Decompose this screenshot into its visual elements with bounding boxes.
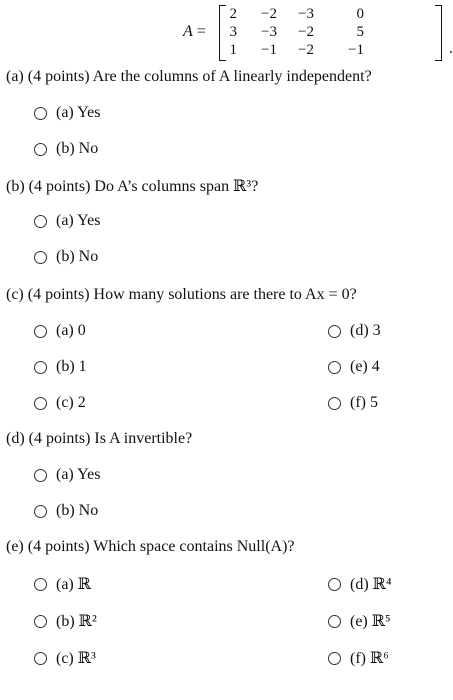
radio-circle-icon[interactable] [34,397,47,410]
matrix-cell: −2 [298,42,314,58]
option-q-c-b[interactable] [34,358,87,376]
radio-circle-icon[interactable] [328,578,341,591]
option-q-a-no[interactable] [34,140,98,158]
option-label: (c) 2 [56,394,86,411]
matrix-cell: −1 [261,42,277,58]
option-q-e-f[interactable] [328,648,389,668]
radio-circle-icon[interactable] [328,397,341,410]
option-q-d-yes[interactable] [34,466,100,484]
option-q-b-yes[interactable] [34,212,100,230]
option-label: (b) ℝ² [56,613,97,630]
option-label: (e) 4 [350,358,380,375]
matrix-period: . [449,40,453,57]
matrix-cell: 1 [229,42,237,58]
radio-circle-icon[interactable] [328,361,341,374]
option-q-b-no[interactable] [34,248,98,266]
option-q-e-e[interactable] [328,611,391,631]
radio-circle-icon[interactable] [328,325,341,338]
radio-circle-icon[interactable] [34,107,47,120]
option-q-c-e[interactable] [328,358,380,376]
option-q-a-yes[interactable] [34,104,100,122]
radio-circle-icon[interactable] [34,505,47,518]
radio-circle-icon[interactable] [328,652,341,665]
matrix-cell: 2 [229,6,237,22]
option-label: (f) 5 [350,394,378,411]
option-label: (a) Yes [56,212,101,229]
option-q-e-c[interactable] [34,648,96,668]
matrix-row [229,41,433,59]
radio-circle-icon[interactable] [34,615,47,628]
question-a-text: (a) (4 points) Are the columns of A linearly independent? [6,68,372,85]
option-q-c-f[interactable] [328,394,378,412]
radio-circle-icon[interactable] [34,143,47,156]
option-label: (d) ℝ⁴ [350,576,392,593]
option-label: (a) Yes [56,104,101,121]
radio-circle-icon[interactable] [34,361,47,374]
option-label: (a) ℝ [56,576,92,593]
radio-circle-icon[interactable] [34,215,47,228]
matrix-label: A = [183,23,206,40]
matrix-cell: −2 [298,24,314,40]
matrix-row [229,5,433,23]
option-label: (f) ℝ⁶ [350,650,389,667]
option-q-e-d[interactable] [328,574,392,594]
radio-circle-icon[interactable] [34,325,47,338]
radio-circle-icon[interactable] [328,615,341,628]
option-label: (a) 0 [56,322,86,339]
option-label: (b) No [56,248,99,265]
matrix-cell: −3 [261,24,277,40]
matrix-cell: 0 [356,6,364,22]
option-q-c-a[interactable] [34,322,86,340]
question-e-text: (e) (4 points) Which space contains Null(A)? [6,538,295,555]
question-c-text: (c) (4 points) How many solutions are there to Ax = 0? [6,286,357,303]
radio-circle-icon[interactable] [34,469,47,482]
matrix-cell: 3 [229,24,237,40]
matrix-grid [229,5,433,59]
option-label: (b) No [56,140,99,157]
option-q-e-b[interactable] [34,611,97,631]
radio-circle-icon[interactable] [34,652,47,665]
option-label: (e) ℝ⁵ [350,613,391,630]
option-q-d-no[interactable] [34,502,98,520]
option-q-c-d[interactable] [328,322,381,340]
question-d-text: (d) (4 points) Is A invertible? [6,430,193,447]
matrix-right-bracket [435,5,442,61]
matrix-cell: −1 [348,42,364,58]
matrix-cell: 5 [356,24,364,40]
matrix-row [229,23,433,41]
matrix-cell: −2 [261,6,277,22]
matrix-cell: −3 [298,6,314,22]
option-q-e-a[interactable] [34,574,91,594]
option-label: (b) No [56,502,99,519]
question-b-text: (b) (4 points) Do A’s columns span ℝ³? [6,178,259,195]
radio-circle-icon[interactable] [34,578,47,591]
option-q-c-c[interactable] [34,394,86,412]
option-label: (c) ℝ³ [56,650,96,667]
option-label: (a) Yes [56,466,101,483]
option-label: (b) 1 [56,358,87,375]
radio-circle-icon[interactable] [34,251,47,264]
option-label: (d) 3 [350,322,381,339]
